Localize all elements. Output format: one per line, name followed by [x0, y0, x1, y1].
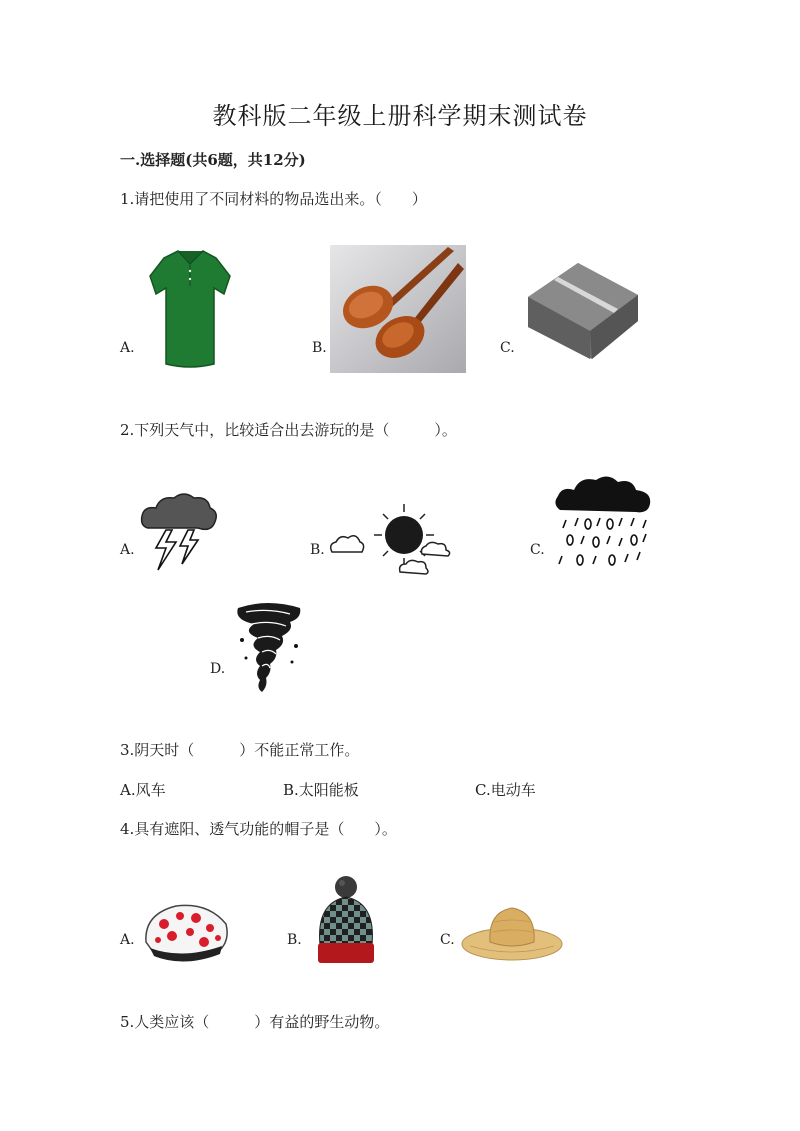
- question-4: 4.具有遮阳、透气功能的帽子是（ ）。: [120, 820, 397, 838]
- green-polo-shirt-image: [148, 246, 233, 371]
- q3-option-a: A.风车: [120, 781, 166, 799]
- q1-option-b-label: B.: [312, 340, 327, 356]
- page-title: 教科版二年级上册科学期末测试卷: [212, 102, 588, 130]
- q4-option-a-label: A.: [120, 932, 135, 948]
- q1-option-a-label: A.: [120, 340, 135, 356]
- q3-option-b: B.太阳能板: [283, 781, 359, 799]
- tornado-icon: [232, 600, 304, 695]
- thunderstorm-cloud-icon: [138, 490, 220, 575]
- straw-hat-image: [460, 900, 564, 964]
- wooden-spoons-image: [330, 245, 466, 373]
- question-3: 3.阴天时（ ）不能正常工作。: [120, 741, 360, 759]
- q3-option-c: C.电动车: [475, 781, 536, 799]
- grey-towel-image: [520, 255, 642, 365]
- sun-with-clouds-icon: [326, 500, 461, 578]
- q2-option-a-label: A.: [120, 542, 135, 558]
- question-5: 5.人类应该（ ）有益的野生动物。: [120, 1013, 390, 1031]
- q2-option-d-label: D.: [210, 661, 226, 677]
- q2-option-c-label: C.: [530, 542, 545, 558]
- q4-option-c-label: C.: [440, 932, 455, 948]
- q4-option-b-label: B.: [287, 932, 302, 948]
- q2-option-b-label: B.: [310, 542, 325, 558]
- question-2: 2.下列天气中，比较适合出去游玩的是（ ）。: [120, 421, 457, 439]
- knit-beanie-image: [312, 875, 380, 967]
- rain-cloud-icon: [552, 474, 658, 574]
- q1-option-c-label: C.: [500, 340, 515, 356]
- section-heading: 一.选择题(共6题，共12分): [120, 151, 306, 169]
- question-1: 1.请把使用了不同材料的物品选出来。（ ）: [120, 190, 427, 208]
- bike-helmet-image: [142, 898, 230, 968]
